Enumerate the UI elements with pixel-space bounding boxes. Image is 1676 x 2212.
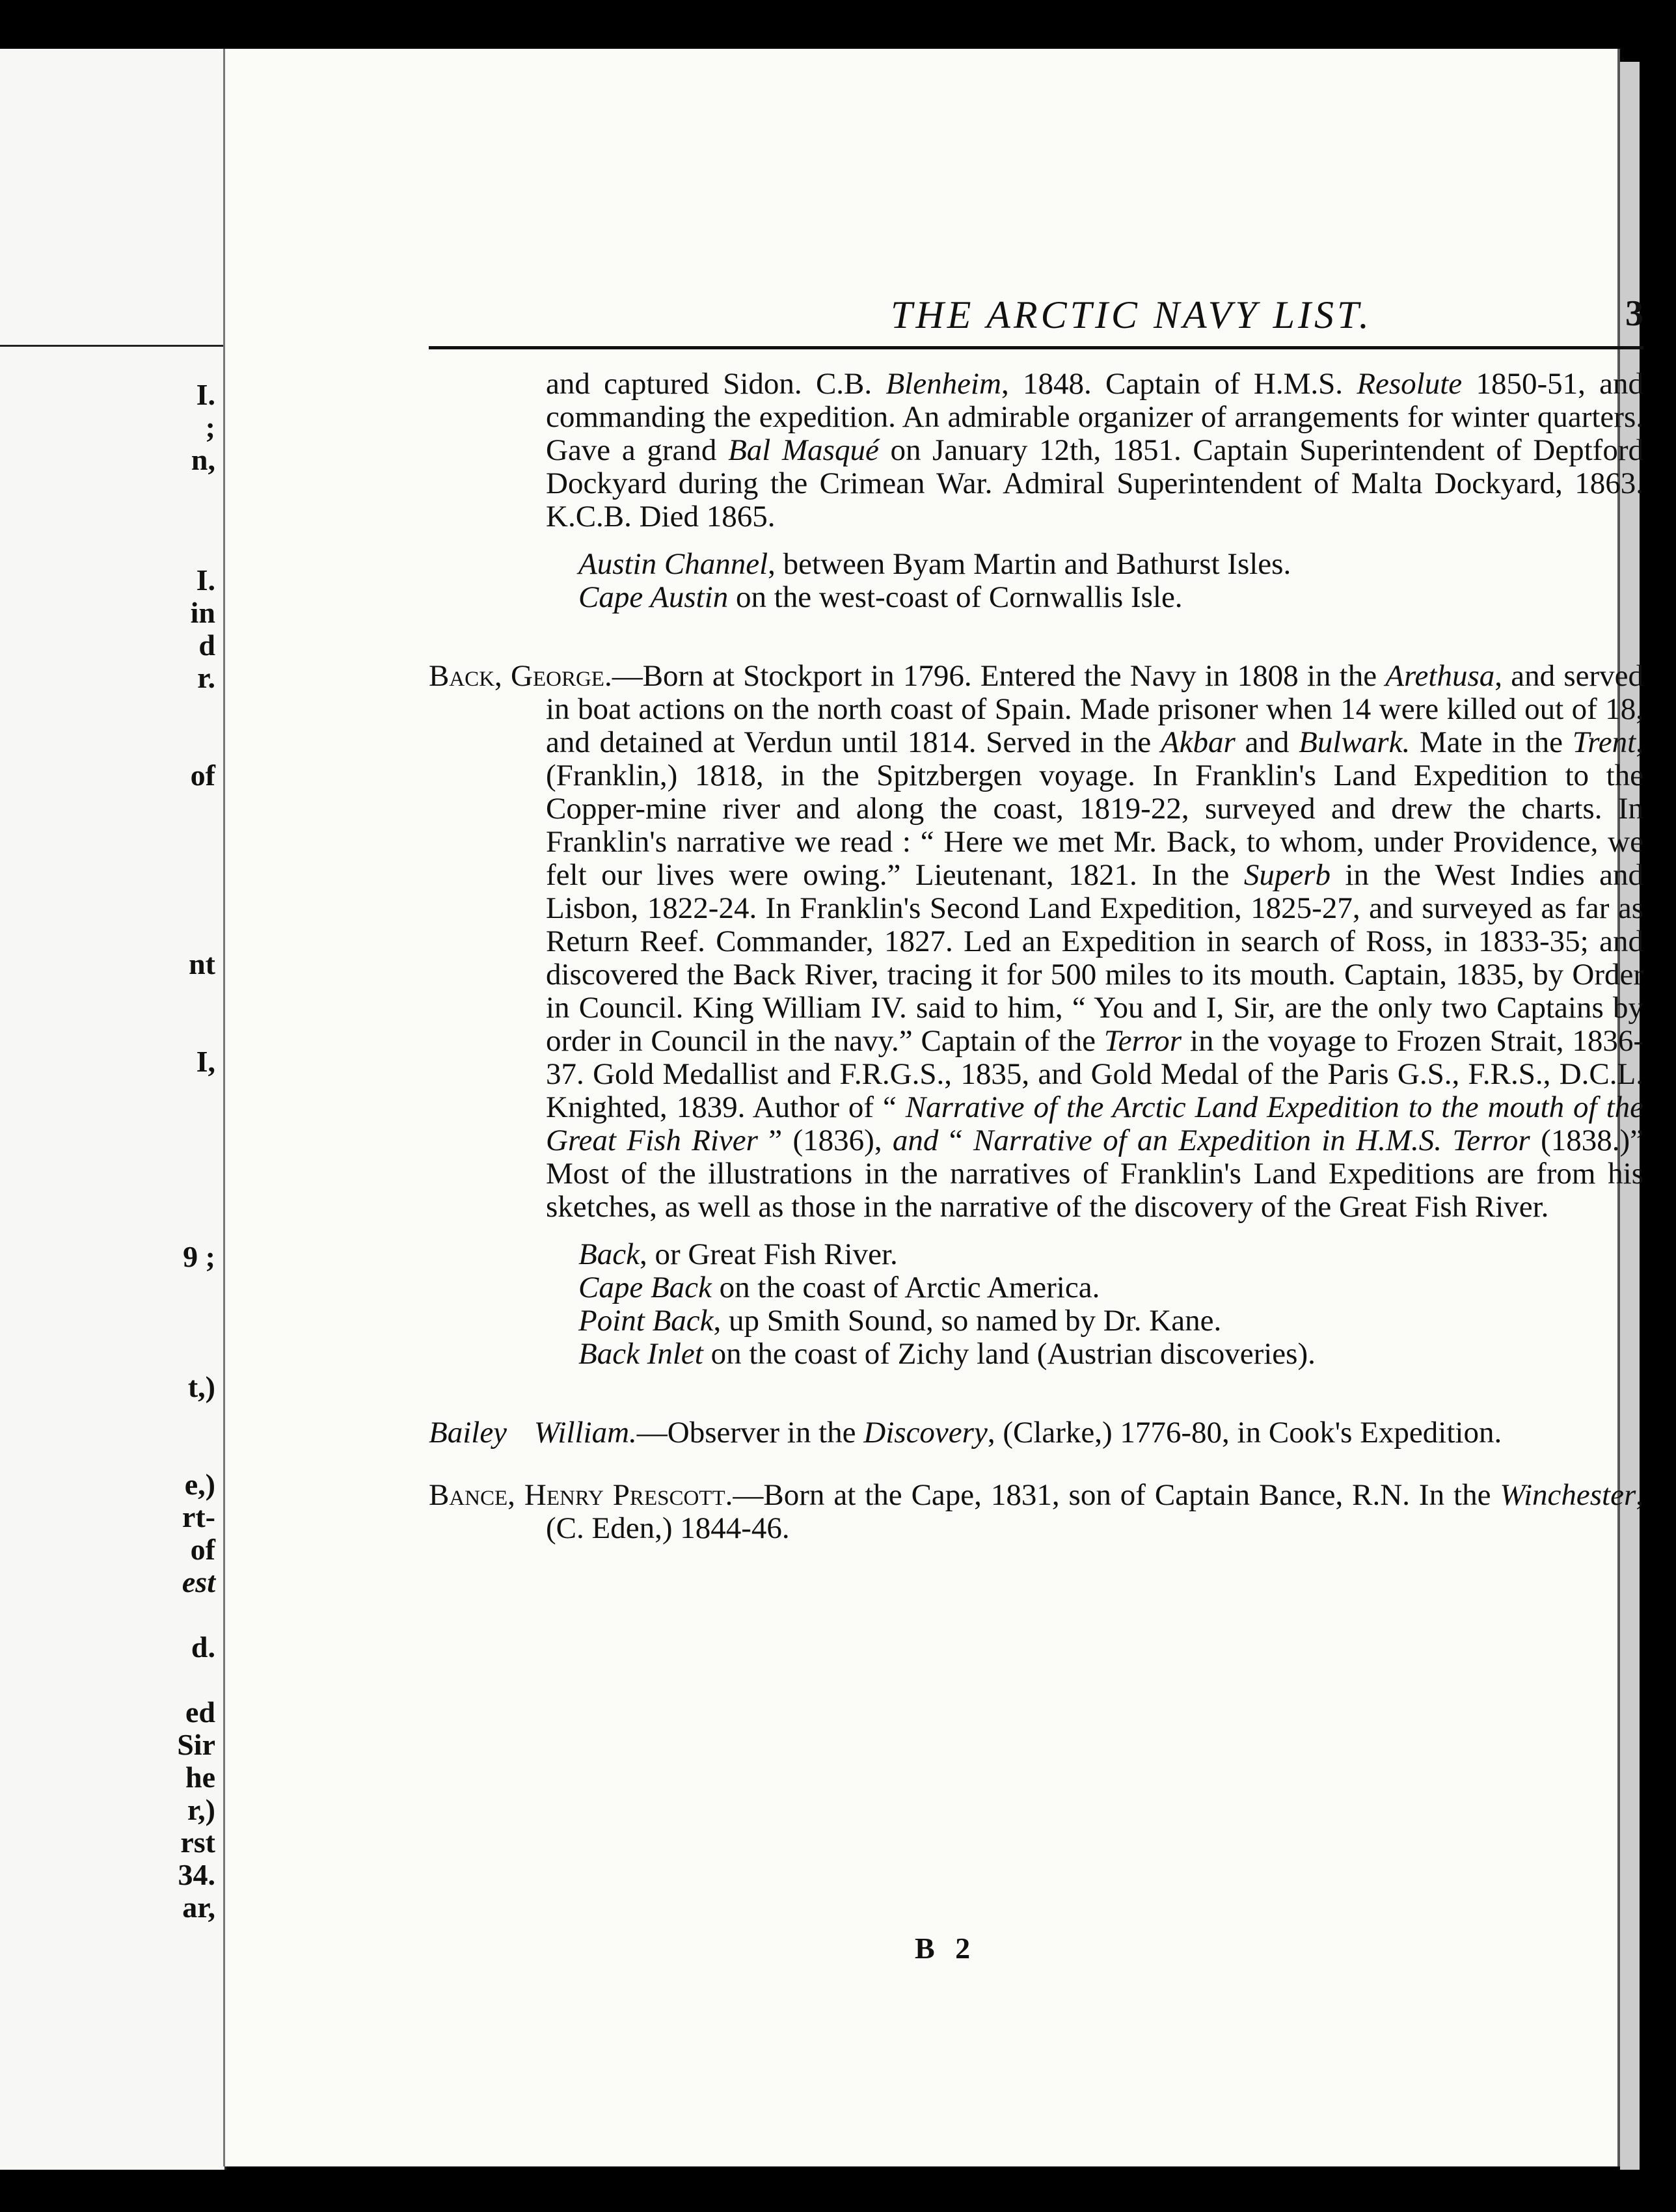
right-page: [223, 49, 1644, 2166]
place-list-back: [429, 1238, 1643, 1371]
left-page-fragment: I.: [196, 378, 215, 411]
place-name: Back: [578, 1237, 640, 1271]
left-page-fragment: in: [190, 596, 215, 629]
entry-surname: Bance,: [429, 1478, 515, 1512]
place-name: Austin Channel: [578, 547, 768, 581]
entry-text-italic: and: [892, 1124, 939, 1157]
left-page-fragment: r.: [197, 661, 215, 694]
place-item: [429, 1338, 1643, 1371]
left-page-fragment: t,): [187, 1370, 215, 1403]
ship-name: Resolute: [1357, 367, 1463, 401]
event-name: Bal Masqué: [728, 433, 879, 467]
place-item: [429, 1271, 1643, 1304]
left-page-fragment: n,: [191, 443, 215, 476]
page-header: [429, 286, 1643, 349]
entry-text: , (C. Eden,) 1844-46.: [546, 1478, 1643, 1545]
left-page-fragment: est: [182, 1565, 215, 1598]
entry-text: and captured Sidon. C.B.: [546, 367, 886, 401]
running-title: THE ARCTIC NAVY LIST.: [891, 293, 1372, 336]
entry-surname: Bailey: [429, 1416, 507, 1450]
entry-text: on January 12th, 1851. Captain Superintendent of Deptford Dockyard during the Crimean War. Admiral Superintendent of Malta Dockyard, 1863. K.C.B. Died 1865.: [546, 433, 1643, 533]
ship-name: Blenheim: [885, 367, 1001, 401]
entry-text: “: [938, 1124, 973, 1157]
book-title: Narrative of an Expedition in H.M.S. Terror: [973, 1124, 1530, 1157]
left-page-fragment: ed: [185, 1695, 215, 1729]
ship-name: Akbar: [1160, 725, 1236, 759]
entry-text: , 1848. Captain of H.M.S.: [1001, 367, 1357, 401]
ship-name: Winchester: [1500, 1478, 1636, 1512]
place-desc: on the coast of Arctic America.: [711, 1271, 1100, 1304]
entry-given-name: Henry Prescott.: [524, 1478, 733, 1512]
ship-name: Superb: [1243, 858, 1331, 892]
place-desc: , up Smith Sound, so named by Dr. Kane.: [713, 1304, 1222, 1338]
entry-text: 1850-51, and commanding the expedition. An admirable organizer of arrangements for winter quarters. Gave a grand: [546, 367, 1643, 467]
entry-text: and: [1235, 725, 1299, 759]
entry-back: [429, 660, 1643, 1224]
left-page-fragment: e,): [184, 1468, 215, 1501]
entry-text: , and served in boat actions on the north coast of Spain. Made prisoner when 14 were killed out of 18, and detained at Verdun until 1814. Served in the: [546, 659, 1643, 759]
left-page-fragment: of: [190, 759, 215, 792]
ship-name: Terror: [1103, 1024, 1182, 1058]
ship-name: Bulwark.: [1299, 725, 1411, 759]
ship-name: Discovery: [863, 1416, 988, 1450]
entry-text: in the voyage to Frozen Strait, 1836-37. Gold Medallist and F.R.G.S., 1835, and Gold Medal of the Paris G.S., F.R.S., D.C.L. Knighted, 1839. Author of “: [546, 1024, 1643, 1124]
place-name: Point Back: [578, 1304, 714, 1338]
place-item: [429, 1238, 1643, 1271]
left-page-fragment: rst: [180, 1826, 215, 1859]
entry-text: —Born at Stockport in 1796. Entered the Navy in 1808 in the: [612, 659, 1386, 693]
entry-text: , (Franklin,) 1818, in the Spitzbergen voyage. In Franklin's Land Expedition to the Copper-mine river and along the coast, 1819-22, surveyed and drew the charts. In Franklin's narrative we read : “ Here we met Mr. Back, to whom, under Providence, we felt our lives were owing.” Lieutenant, 1821. In the: [546, 725, 1643, 892]
entry-text: in the West Indies and Lisbon, 1822-24. In Franklin's Second Land Expedition, 1825-27, and surveyed as far as Return Reef. Commander, 1827. Led an Expedition in search of Ross, in 1833-35; and discovered the Back River, tracing it for 500 miles to its mouth. Captain, 1835, by Order in Council. King William IV. said to him, “ You and I, Sir, are the only two Captains by order in Council in the navy.” Captain of the: [546, 858, 1644, 1058]
place-desc: , or Great Fish River.: [639, 1237, 898, 1271]
ship-name: Trent: [1572, 725, 1636, 759]
entry-surname: Back,: [429, 659, 502, 693]
left-page-fragment: 34.: [178, 1858, 215, 1891]
left-page-fragment: Sir: [177, 1728, 215, 1761]
page-content: [429, 368, 1643, 1545]
page-number: 3: [1625, 293, 1643, 334]
place-name: Cape Back: [578, 1271, 712, 1304]
place-item: [429, 581, 1643, 614]
left-page-fragment: I,: [196, 1045, 215, 1078]
left-page-fragment: ar,: [182, 1891, 215, 1924]
entry-text: —Born at the Cape, 1831, son of Captain Bance, R.N. In the: [733, 1478, 1500, 1512]
place-name: Back Inlet: [578, 1337, 703, 1371]
left-page-fragment: d.: [191, 1630, 215, 1664]
place-name: Cape Austin: [578, 580, 729, 614]
book-title: Narrative of the Arctic Land Expedition to the mouth of the Great Fish River: [546, 1090, 1643, 1157]
entry-given-name: George.: [511, 659, 612, 693]
left-page-fragment: he: [185, 1760, 215, 1794]
place-item: [429, 548, 1643, 581]
left-page-fragment: r,): [187, 1793, 215, 1826]
left-page-fragment: I.: [196, 563, 215, 597]
left-page-fragment: rt-: [182, 1500, 215, 1533]
entry-text: Mate in the: [1410, 725, 1573, 759]
place-desc: on the west-coast of Cornwallis Isle.: [728, 580, 1183, 614]
place-item: [429, 1304, 1643, 1338]
left-page-rule: [0, 345, 224, 347]
left-page-fragment: d: [198, 628, 215, 662]
left-page-fragment: nt: [189, 947, 215, 980]
entry-text: ” (1836),: [757, 1124, 893, 1157]
entry-bailey: [429, 1416, 1643, 1450]
ship-name: Arethusa: [1385, 659, 1495, 693]
left-page-fragment: of: [190, 1533, 215, 1566]
left-page-fragment: 9 ;: [183, 1240, 215, 1273]
entry-text: , (Clarke,) 1776-80, in Cook's Expedition.: [987, 1416, 1502, 1450]
entry-text: —Observer in the: [636, 1416, 864, 1450]
entry-given-name: William.: [534, 1416, 637, 1450]
place-list-austin: [429, 548, 1643, 614]
place-desc: , between Byam Martin and Bathurst Isles.: [768, 547, 1291, 581]
place-desc: on the coast of Zichy land (Austrian discoveries).: [703, 1337, 1316, 1371]
entry-bance: [429, 1479, 1643, 1545]
entry-austin-continuation: [429, 368, 1643, 533]
signature-mark: B 2: [915, 1932, 977, 1965]
left-page-edge: [0, 49, 226, 2170]
left-page-fragment: ;: [205, 411, 215, 444]
entry-text: (1838.)” Most of the illustrations in the narratives of Franklin's Land Expeditions are from his sketches, as well as those in the narrative of the discovery of the Great Fish River.: [546, 1124, 1643, 1224]
